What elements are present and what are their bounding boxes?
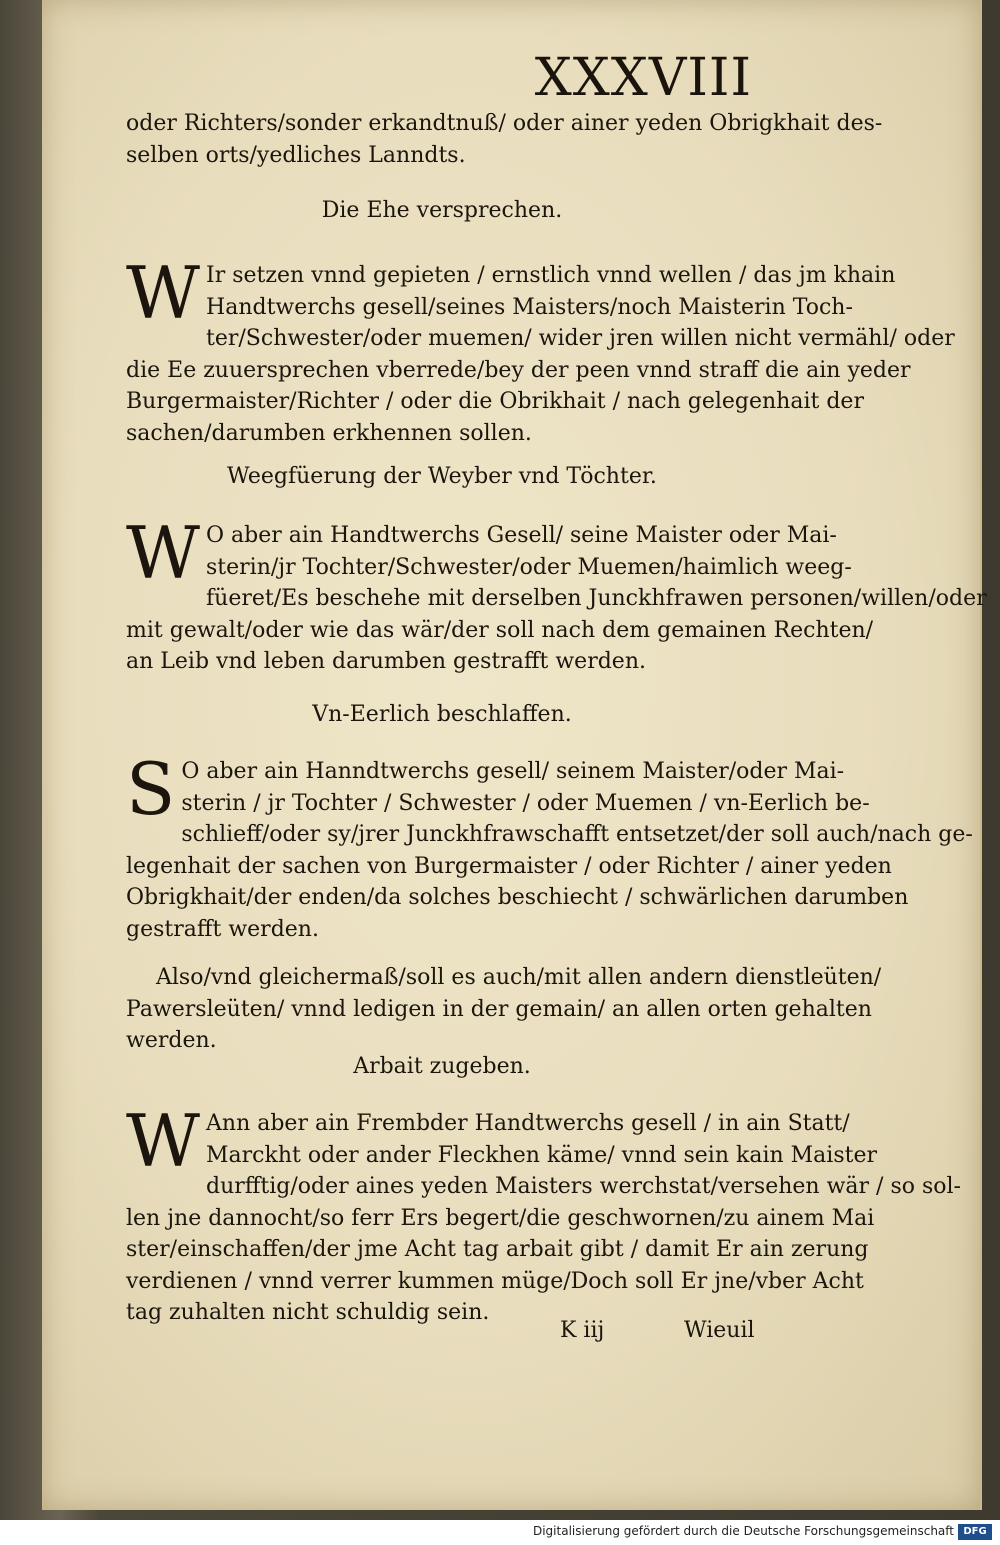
section-heading: Die Ehe versprechen. <box>321 198 563 223</box>
paragraph-line: durfftig/oder aines yeden Maisters werchstat/versehen wär / so sol- <box>206 1174 961 1199</box>
paragraph-line: legenhait der sachen von Burgermaister / oder Richter / ainer yeden <box>126 853 892 879</box>
paragraph-line: O aber ain Hanndtwerchs gesell/ seinem Maister/oder Mai- <box>181 759 845 784</box>
paragraph-line: tag zuhalten nicht schuldig sein. <box>126 1300 490 1325</box>
signature-mark: K iij <box>560 1318 605 1343</box>
paragraph-line: Also/vnd gleichermaß/soll es auch/mit allen andern dienstleüten/ <box>156 965 882 990</box>
drop-initial: W <box>126 511 201 595</box>
paragraph-line: an Leib vnd leben darumben gestrafft werden. <box>126 649 646 674</box>
section-heading: Vn-Eerlich beschlaffen. <box>312 702 572 727</box>
paragraph-line: Pawersleüten/ vnnd ledigen in der gemain/ an allen orten gehalten <box>126 996 872 1022</box>
paragraph-line: sterin / jr Tochter / Schwester / oder Muemen / vn-Eerlich be- <box>181 790 870 816</box>
paragraph-line: Obrigkhait/der enden/da solches beschiecht / schwärlichen darumben <box>126 885 909 910</box>
folio-number: XXXVIII <box>534 48 752 108</box>
paragraph-line: Ir setzen vnnd gepieten / ernstlich vnnd wellen / das jm khain <box>206 263 896 288</box>
paragraph-line: gestrafft werden. <box>126 916 319 942</box>
section-paragraph <box>126 747 973 945</box>
drop-initial: W <box>126 251 201 335</box>
catchword: Wieuil <box>684 1318 755 1343</box>
section-paragraph <box>126 251 955 449</box>
also-paragraph <box>126 962 882 1057</box>
paragraph-line: mit gewalt/oder wie das wär/der soll nach dem gemainen Rechten/ <box>126 617 874 643</box>
paragraph-line: len jne dannocht/so ferr Ers begert/die geschwornen/zu ainem Mai <box>126 1205 875 1231</box>
paragraph-line: Handtwerchs gesell/seines Maisters/noch Maisterin Toch- <box>206 294 853 320</box>
paragraph-line: füeret/Es beschehe mit derselben Junckhfrawen personen/willen/oder <box>206 586 987 611</box>
section-paragraph <box>126 1099 961 1329</box>
paragraph-line: verdienen / vnnd verrer kummen müge/Doch soll Er jne/vber Acht <box>126 1268 864 1294</box>
intro-line: oder Richters/sonder erkandtnuß/ oder ainer yeden Obrigkhait des- <box>126 111 883 136</box>
paragraph-line: sterin/jr Tochter/Schwester/oder Muemen/haimlich weeg- <box>206 554 852 580</box>
paragraph-line: Burgermaister/Richter / oder die Obrikhait / nach gelegenhait der <box>126 389 864 414</box>
footer-credit: Digitalisierung gefördert durch die Deutsche Forschungsgemeinschaft <box>532 1524 954 1538</box>
drop-initial: W <box>126 1099 201 1183</box>
intro-paragraph <box>126 108 883 171</box>
paragraph-line: Ann aber ain Frembder Handtwerchs gesell / in ain Statt/ <box>206 1111 850 1136</box>
paragraph-line: sachen/darumben erkhennen sollen. <box>126 420 532 446</box>
paragraph-line: ster/einschaffen/der jme Acht tag arbait gibt / damit Er ain zerung <box>126 1237 869 1262</box>
paragraph-line: ter/Schwester/oder muemen/ wider jren willen nicht vermähl/ oder <box>206 326 955 351</box>
footer-bar <box>0 1520 1000 1545</box>
section-heading: Weegfüerung der Weyber vnd Töchter. <box>227 464 657 489</box>
paragraph-line: schlieff/oder sy/jrer Junckhfrawschafft entsetzet/der soll auch/nach ge- <box>181 822 973 847</box>
paragraph-line: die Ee zuuersprechen vberrede/bey der peen vnnd straff die ain yeder <box>126 357 911 383</box>
paragraph-line: Marckht oder ander Fleckhen käme/ vnnd sein kain Maister <box>206 1142 877 1168</box>
section-paragraph <box>126 511 987 678</box>
drop-initial: S <box>126 747 176 831</box>
intro-line: selben orts/yedliches Lanndts. <box>126 142 466 168</box>
paragraph-line: O aber ain Handtwerchs Gesell/ seine Maister oder Mai- <box>206 523 837 548</box>
dfg-logo: DFG <box>958 1524 992 1540</box>
section-heading: Arbait zugeben. <box>353 1054 531 1079</box>
paragraph-line: werden. <box>126 1028 217 1053</box>
